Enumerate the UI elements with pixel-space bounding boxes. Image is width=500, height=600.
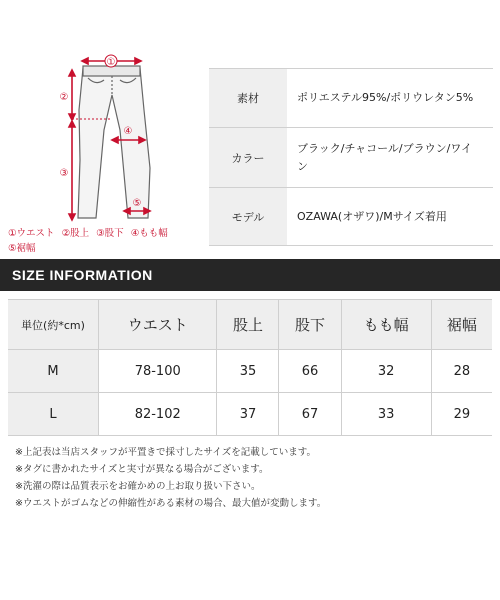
legend-item-thigh: ④もも幅 xyxy=(130,228,168,239)
header-inseam: 股下 xyxy=(279,299,341,350)
table-cell: 29 xyxy=(432,393,492,436)
table-cell: 67 xyxy=(279,393,341,436)
marker-2: ② xyxy=(59,92,69,103)
table-row xyxy=(8,393,492,436)
spec-row-color xyxy=(209,128,493,188)
inseam-measure-line xyxy=(69,121,75,220)
notes xyxy=(15,444,326,512)
spec-row-model xyxy=(209,188,493,246)
spec-row-material xyxy=(209,69,493,128)
size-label: M xyxy=(8,350,99,393)
table-cell: 28 xyxy=(432,350,492,393)
spec-label-material: 素材 xyxy=(209,69,287,128)
legend-item-hem: ⑤裾幅 xyxy=(8,243,36,254)
table-cell: 33 xyxy=(342,393,432,436)
table-cell: 78-100 xyxy=(99,350,217,393)
note-item: ※タグに書かれたサイズと実寸が異なる場合がございます。 xyxy=(15,464,269,475)
table-cell: 37 xyxy=(217,393,279,436)
spec-value-model: OZAWA(オザワ)/Mサイズ着用 xyxy=(287,188,493,246)
table-cell: 35 xyxy=(217,350,279,393)
marker-3: ③ xyxy=(59,168,69,179)
header-unit: 単位(約*cm) xyxy=(8,299,99,350)
rise-measure-line xyxy=(69,70,75,120)
spec-value-material: ポリエステル95%/ポリウレタン5% xyxy=(287,69,493,128)
spec-value-color: ブラック/チャコール/ブラウン/ワイン xyxy=(287,128,493,188)
size-information-band xyxy=(0,259,500,291)
header-hem: 裾幅 xyxy=(432,299,492,350)
size-table-header xyxy=(8,299,492,350)
header-rise: 股上 xyxy=(217,299,279,350)
table-cell: 82-102 xyxy=(99,393,217,436)
size-table xyxy=(8,299,492,436)
pants-measurement-diagram xyxy=(0,0,200,262)
legend-item-waist: ①ウエスト xyxy=(8,228,55,239)
header-thigh: もも幅 xyxy=(342,299,432,350)
spec-label-color: カラー xyxy=(209,128,287,188)
size-label: L xyxy=(8,393,99,436)
table-cell: 32 xyxy=(342,350,432,393)
legend-item-rise: ②股上 xyxy=(61,228,90,239)
table-row xyxy=(8,350,492,393)
note-item: ※上記表は当店スタッフが平置きで採寸したサイズを記載しています。 xyxy=(15,447,316,458)
header-waist: ウエスト xyxy=(99,299,217,350)
note-item: ※洗濯の際は品質表示をお確かめの上お取り扱い下さい。 xyxy=(15,481,261,492)
table-cell: 66 xyxy=(279,350,341,393)
marker-5: ⑤ xyxy=(132,198,142,209)
marker-1: ① xyxy=(106,57,116,68)
legend-item-inseam: ③股下 xyxy=(96,228,124,239)
marker-4: ④ xyxy=(123,126,133,137)
spec-table xyxy=(209,68,493,246)
section-title: SIZE INFORMATION xyxy=(12,267,153,283)
note-item: ※ウエストがゴムなどの伸縮性がある素材の場合、最大値が変動します。 xyxy=(15,498,327,509)
measurement-legend xyxy=(8,226,208,256)
spec-label-model: モデル xyxy=(209,188,287,246)
